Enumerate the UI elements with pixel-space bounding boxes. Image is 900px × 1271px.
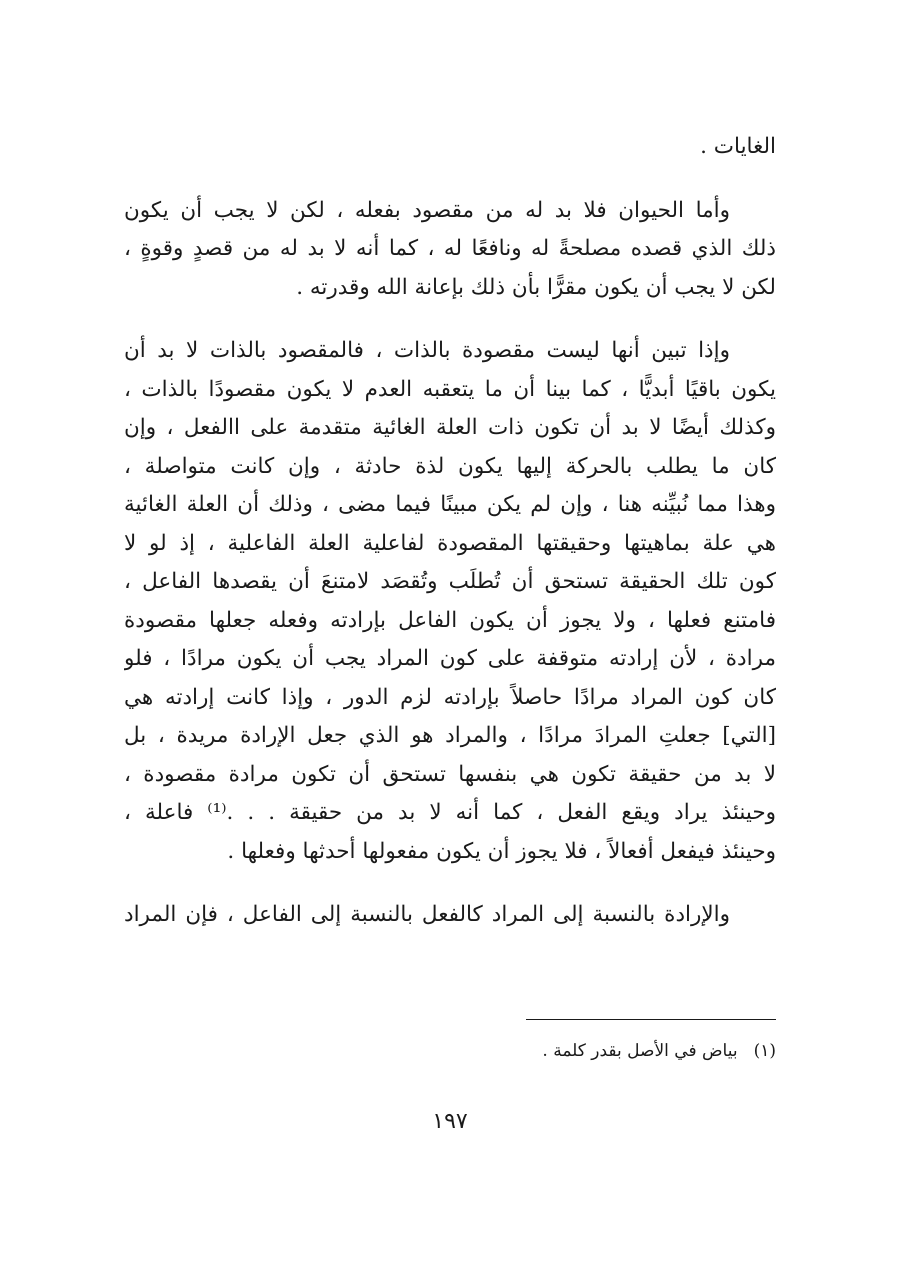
text-line: كان كون المراد مرادًا حاصلاً بإرادته لزم الدور ، وإذا كانت إرادته هي <box>124 684 776 710</box>
text-line: يكون باقيًا أبديًّا ، كما بينا أن ما يتعقبه العدم لا يكون مقصودًا بالذات ، <box>124 376 776 402</box>
main-text <box>124 128 776 935</box>
page-number: ١٩٧ <box>432 1109 468 1134</box>
footnote-divider <box>526 1019 776 1020</box>
text-line: وأما الحيوان فلا بد له من مقصود بفعله ، لكن لا يجب أن يكون <box>124 197 730 223</box>
text-line: هي علة بماهيتها وحقيقتها المقصودة لفاعلية العلة الفاعلية ، إذ لو لا <box>124 530 776 556</box>
text-line: كون تلك الحقيقة تستحق أن تُطلَب وتُقصَد لامتنعَ أن يقصدها الفاعل ، <box>124 569 776 594</box>
text-line: فامتنع فعلها ، ولا يجوز أن يكون الفاعل بإرادته وفعله جعلها مقصودة <box>124 607 776 633</box>
footnote-text: بياض في الأصل بقدر كلمة . <box>542 1041 738 1061</box>
text-line: وحينئذ يراد ويقع الفعل ، كما أنه لا بد من حقيقة . . .⁽¹⁾ فاعلة ، <box>124 800 776 825</box>
text-line: وكذلك أيضًا لا بد أن تكون ذات العلة الغائية متقدمة على االفعل ، وإن <box>124 415 776 440</box>
text-line: الغايات . <box>700 134 776 159</box>
paragraph-1 <box>124 128 776 167</box>
footnote-mark: (١) <box>753 1041 776 1061</box>
text-line: كان ما يطلب بالحركة إليها يكون لذة حادثة ، وإن كانت متواصلة ، <box>124 453 776 479</box>
paragraph-3 <box>124 332 776 871</box>
paragraph-4 <box>124 896 776 935</box>
text-line: ذلك الذي قصده مصلحةً له ونافعًا له ، كما أنه لا بد له من قصدٍ وقوةٍ ، <box>124 236 776 261</box>
text-line: لا بد من حقيقة تكون هي بنفسها تستحق أن تكون مرادة مقصودة ، <box>124 761 776 787</box>
paragraph-2 <box>124 192 776 308</box>
footnote <box>542 1038 776 1064</box>
text-line: لكن لا يجب أن يكون مقرًّا بأن ذلك بإعانة الله وقدرته . <box>296 274 776 300</box>
text-line: وحينئذ فيفعل أفعالاً ، فلا يجوز أن يكون مفعولها أحدثها وفعلها . <box>227 838 776 864</box>
text-line: [التي] جعلتِ المرادَ مرادًا ، والمراد هو الذي جعل الإرادة مريدة ، بل <box>124 723 776 748</box>
text-line: مرادة ، لأن إرادته متوقفة على كون المراد يجب أن يكون مرادًا ، فلو <box>124 646 776 671</box>
text-line: وإذا تبين أنها ليست مقصودة بالذات ، فالمقصود بالذات لا بد أن <box>124 338 730 363</box>
text-line: والإرادة بالنسبة إلى المراد كالفعل بالنسبة إلى الفاعل ، فإن المراد <box>124 902 730 927</box>
text-line: وهذا مما نُبيِّنه هنا ، وإن لم يكن مبينًا فيما مضى ، وذلك أن العلة الغائية <box>124 492 776 517</box>
